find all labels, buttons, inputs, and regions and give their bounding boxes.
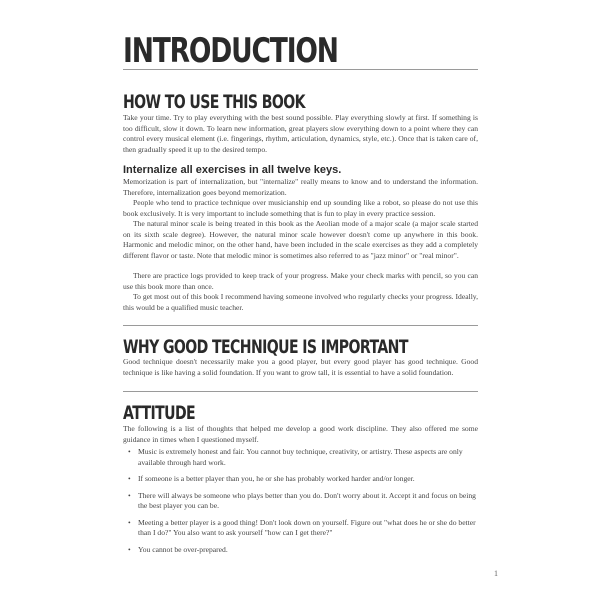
- subheading-internalize: Internalize all exercises in all twelve keys.: [123, 164, 342, 176]
- list-item-text: Meeting a better player is a good thing! Don't look down on yourself. Figure out "what does he or she do better than I do?" You also want to ask yourself "how can I get there?": [138, 517, 476, 537]
- list-item: [128, 518, 478, 539]
- attitude-intro-paragraph: The following is a list of thoughts that helped me develop a good work discipline. They also offered me some guidance in times when I questioned myself.: [123, 424, 478, 444]
- list-item: [128, 474, 478, 485]
- list-item-text: Music is extremely honest and fair. You cannot buy technique, creativity, or artistry. These aspects are only available through hard work.: [138, 447, 463, 467]
- list-item: [128, 491, 478, 512]
- internalize-paragraph-2: People who tend to practice technique over musicianship end up sounding like a robot, so please do not use this book exclusively. It is very important to include something that is fun to play in every practice session.: [123, 198, 478, 218]
- bullet-glyph: •: [128, 474, 131, 483]
- internalize-paragraph-1: Memorization is part of internalization, but "internalize" really means to know and to understand the information. Therefore, internalization goes beyond memorization.: [123, 177, 478, 197]
- attitude-list: [128, 447, 478, 561]
- title-divider: [123, 69, 478, 70]
- bullet-glyph: •: [128, 447, 131, 456]
- internalize-paragraph-4: There are practice logs provided to keep track of your progress. Make your check marks with pencil, so you can use this book more than once.: [123, 271, 478, 291]
- bullet-glyph: •: [128, 490, 131, 500]
- section-heading-attitude: ATTITUDE: [123, 402, 196, 424]
- technique-paragraph: Good technique doesn't necessarily make you a good player, but every good player has good technique. Good technique is like having a solid foundation. If you want to grow tall, it is essential to have a solid foundation.: [123, 357, 478, 377]
- bullet-glyph: •: [128, 517, 131, 527]
- list-item-text: If someone is a better player than you, he or she has probably worked harder and/or longer.: [138, 474, 415, 483]
- page-title: INTRODUCTION: [123, 31, 338, 71]
- internalize-paragraph-3: The natural minor scale is being treated in this book as the Aeolian mode of a major scale (a major scale started on its sixth scale degree). However, the natural minor scale however doesn't come up anywhere in this book. Harmonic and melodic minor, on the other hand, have been included in the scale exercises as they add a completely different flavor or taste. Note that melodic minor is sometimes also referred to as "jazz minor" or "real minor".: [123, 219, 478, 260]
- bullet-glyph: •: [128, 544, 131, 554]
- list-item-text: There will always be someone who plays better than you do. Don't worry about it. Accept it and focus on being the best player you can be.: [138, 490, 476, 510]
- section-divider-attitude: [123, 391, 478, 392]
- section-heading-technique: WHY GOOD TECHNIQUE IS IMPORTANT: [123, 336, 408, 358]
- how-to-use-paragraph: Take your time. Try to play everything with the best sound possible. Play everything slowly at first. If something is too difficult, slow it down. To learn new information, great players slow everything down to a point where they can control every musical element (i.e. fingerings, rhythm, articulation, dynamics, style, etc.). Once that is taken care of, then gradually speed it up to the desired tempo.: [123, 113, 478, 154]
- list-item: [128, 545, 478, 556]
- section-heading-how-to-use: HOW TO USE THIS BOOK: [123, 91, 305, 113]
- internalize-paragraph-5: To get most out of this book I recommend having someone involved who regularly checks your progress. Ideally, this would be a qualified music teacher.: [123, 292, 478, 312]
- page-number: 1: [494, 569, 498, 578]
- list-item: [128, 447, 478, 468]
- section-divider-technique: [123, 325, 478, 326]
- list-item-text: You cannot be over-prepared.: [138, 544, 228, 554]
